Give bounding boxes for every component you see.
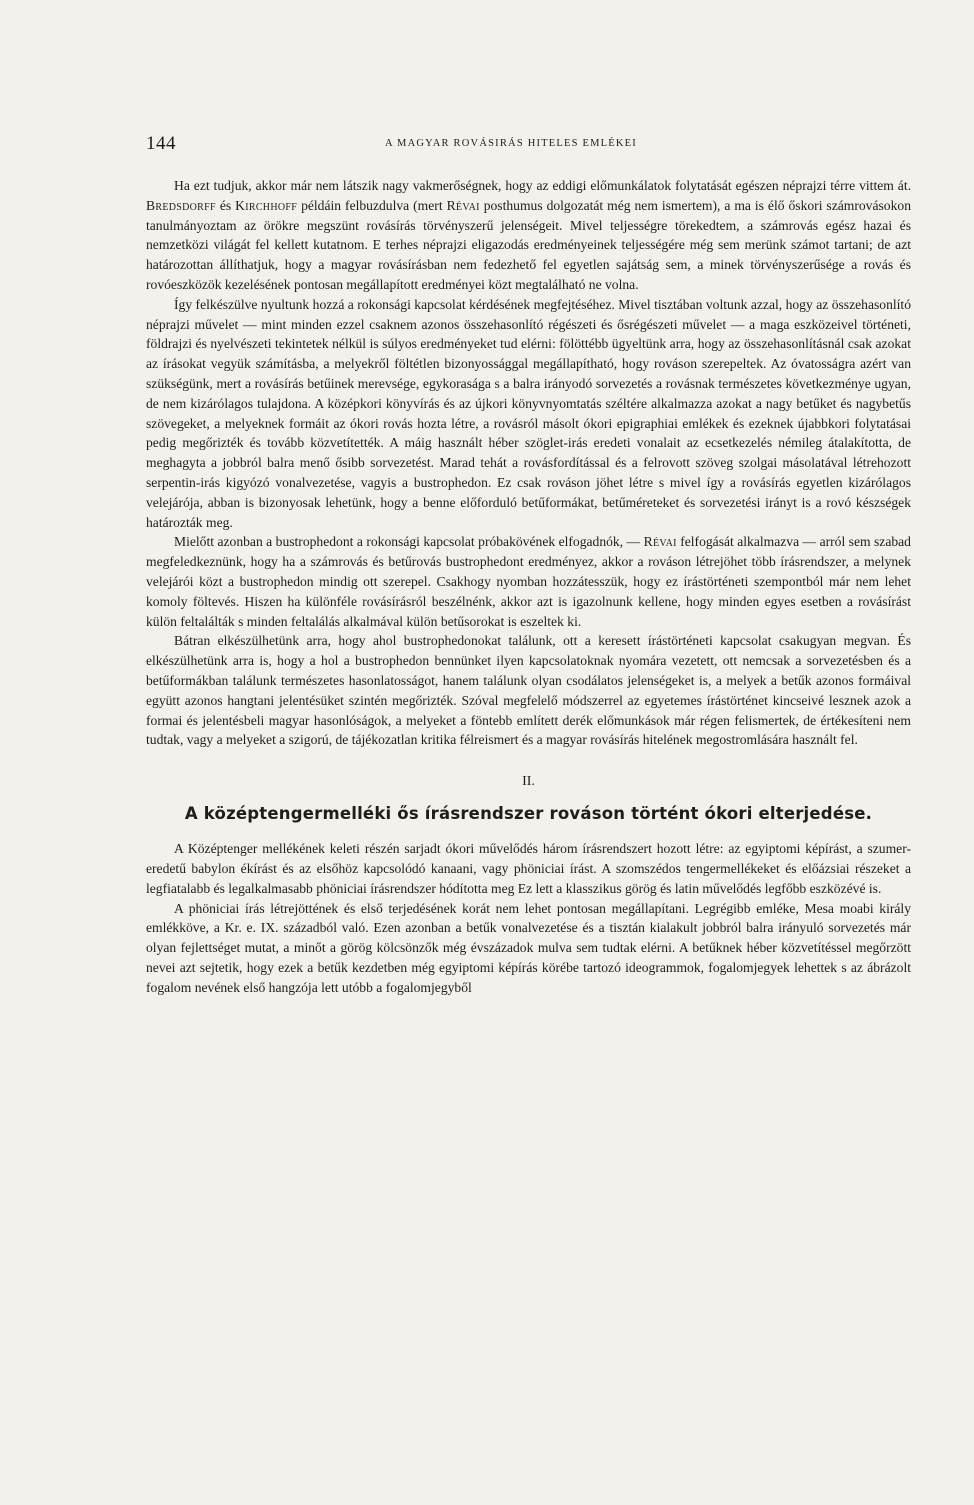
running-head: A MAGYAR ROVÁSIRÁS HITELES EMLÉKEI [385, 138, 637, 149]
author-name: Bredsdorff [146, 197, 216, 213]
author-name: Révai [643, 534, 677, 550]
paragraph-3 [146, 532, 911, 631]
author-name: Kirchhoff [235, 197, 298, 213]
paragraph-1 [146, 176, 911, 295]
section-number: II. [522, 774, 535, 790]
paragraph-5: A Középtenger mellékének keleti részén sarjadt ókori művelődés három írásrendszert hozott létre: az egyiptomi képírást, a szumer-eredetű babylon ékírást és az elsőhöz kapcsolódó kanaani, vagy phöniciai írást. A szomszédos tengermellékeket és előázsiai részeket a legfiatalabb és legalkalmasabb phöniciai írásrendszer hódította meg Ez lett a klasszikus görög és latin művelődés legfőbb eszközévé is. [146, 841, 911, 896]
text-run: példáin felbuzdulva (mert [297, 197, 447, 213]
body-text [146, 176, 911, 997]
page-number: 144 [146, 133, 176, 154]
text-run: felfogását alkalmazva — arról sem szabad megfeledkeznünk, hogy ha a számrovás és betűrovás bustrophedont eredményez, akkor a rováson létrejöhet több írásrendszer, a melynek velejárói közt a bustrophedon mindig ott szerepel. Csakhogy nyomban hozzátesszük, hogy ez írástörténeti szempontból már nem lehet komoly föltevés. Hiszen ha különféle rovásírásról beszélnénk, akkor azt is igazolnunk kellene, hogy minden egyes esetben a rovásírást külön feltalálták s minden feltalálás alkalmával külön betűsorokat is eszeltek ki. [146, 534, 911, 629]
text-run: Mielőtt azonban a bustrophedont a rokonsági kapcsolat próbakövének elfogadnók, — [174, 534, 644, 550]
paragraph-4: Bátran elkészülhetünk arra, hogy ahol bustrophedonokat találunk, ott a keresett írástörténeti kapcsolat csakugyan megvan. És elkészülhetünk arra is, hogy a hol a bustrophedon bennünket ilyen kapcsolatoknak nyomára vezetett, ott nemcsak a sorvezetésben és a betűformákban találunk természetes hasonlatosságot, hanem találunk olyan csodálatos jelenségeket is, a melyek a betűk azonos formáival együtt azonos hangtani jelentésüket szintén megőrizték. Szóval megfelelő módszerrel az egyetemes írástörténet kincseivé lesznek azok a formai és jelentésbeli magyar hasonlóságok, a melyeket a föntebb említett derék előmunkások már régen felismertek, de értékesíteni nem tudtak, vagy a melyeket a szigorú, de tájékozatlan kritika félreismert és a magyar rovásírás hitelének megostromlására használt fel. [146, 633, 911, 748]
paragraph-2: Így felkészülve nyultunk hozzá a rokonsági kapcsolat kérdésének megfejtéséhez. Mivel tisztában voltunk azzal, hogy az összehasonlító néprajzi művelet — mint minden ezzel csaknem azonos összehasonlító régészeti és ősrégészeti művelet — a maga eszközeivel történeti, földrajzi és nyelvészeti tekintetek nélkül is súlyos eredményeket tud elérni: fölöttébb ügyeltünk arra, hogy az összehasonlításnál csak azokat az írásokat vegyük számításba, a melyekről föltétlen bizonyossággal megállapítható, hogy rováson szerepeltek. Az óvatosságra azért van szükségünk, mert a rovásírás betűinek merevsége, egykorasága s a balra irányodó sorvezetés a rovásnak természetes következménye ugyan, de nem kizárólagos tulajdona. A középkori könyvírás és az újkori könyvnyomtatás széltére alkalmazza azokat a nagy betűket és nagybetűs szövegeket, a melyeknek formáit az ókori rovás hozta létre, a rovásról másolt ókori epigraphiai emlékek és ezeknek újabbkori folytatásai pedig megőrizték és tovább közvetítették. A máig használt héber szöglet-irás eredeti vonalait az ecsetkezelés némileg átalakította, de meghagyta a jobbról balra menő ősibb sorvezetést. Marad tehát a rovásfordítással és a felrovott szöveg szolgai másolatával létrehozott serpentin-irás kigyózó vonalvezetése, vagyis a bustrophedon. Ez csak rováson jöhet létre s mivel így a rovásírás egyetlen kizárólagos velejárója, abban is bizonyosak lehetünk, hogy a benne előforduló betűformákat, betűméreteket és sorvezetési irányt is a rovó készségek határozták meg. [146, 296, 911, 530]
text-run: Ha ezt tudjuk, akkor már nem látszik nagy vakmerőségnek, hogy az eddigi előmunkálatok folytatását egészen néprajzi térre vittem át. [174, 178, 911, 193]
section-title: A középtengermelléki ős írásrendszer rováson történt ókori elterjedése. [184, 804, 873, 824]
text-run: posthumus dolgozatát még nem ismertem), a ma is élő őskori számrovásokon tanulmányoztam az örökre megszünt rovásírás törvényszerű jelenségeit. Mivel teljességre törekedtem, a számrovás egész hazai és nemzetközi világát fel kellett kutatnom. E terhes néprajzi eligazodás eredményeinek teljességére még sem merünk számot tartani; de azt határozottan állíthatjuk, hogy a magyar rovásírásban nem fedezhető fel egyetlen sajátság sem, a minek törvényszerűsége a rovás és rovóeszközök kezelésének pontosan megállapított eredményei közt megtalálható ne volna. [146, 197, 911, 292]
paragraph-6: A phöniciai írás létrejöttének és első terjedésének korát nem lehet pontosan megállapítani. Legrégibb emléke, Mesa moabi király emlékköve, a Kr. e. IX. századból való. Ezen azonban a betűk vonalvezetése és a tisztán kialakult jobbról balra irányuló sorvezetés már olyan fejlettséget mutat, a minőt a görög kölcsönzők még évszázadok mulva sem tudtak elérni. A betűknek héber közvetítéssel megőrzött nevei azt sejtetik, hogy ezek a betűk kezdetben még egyiptomi képírás körébe tartozó ideogrammok, fogalomjegyek lehettek s az ábrázolt fogalom nevének első hangzója lett utóbb a fogalomjegyből [146, 900, 911, 995]
text-run: és [215, 197, 236, 213]
author-name: Révai [446, 197, 480, 213]
page-header [146, 133, 876, 157]
